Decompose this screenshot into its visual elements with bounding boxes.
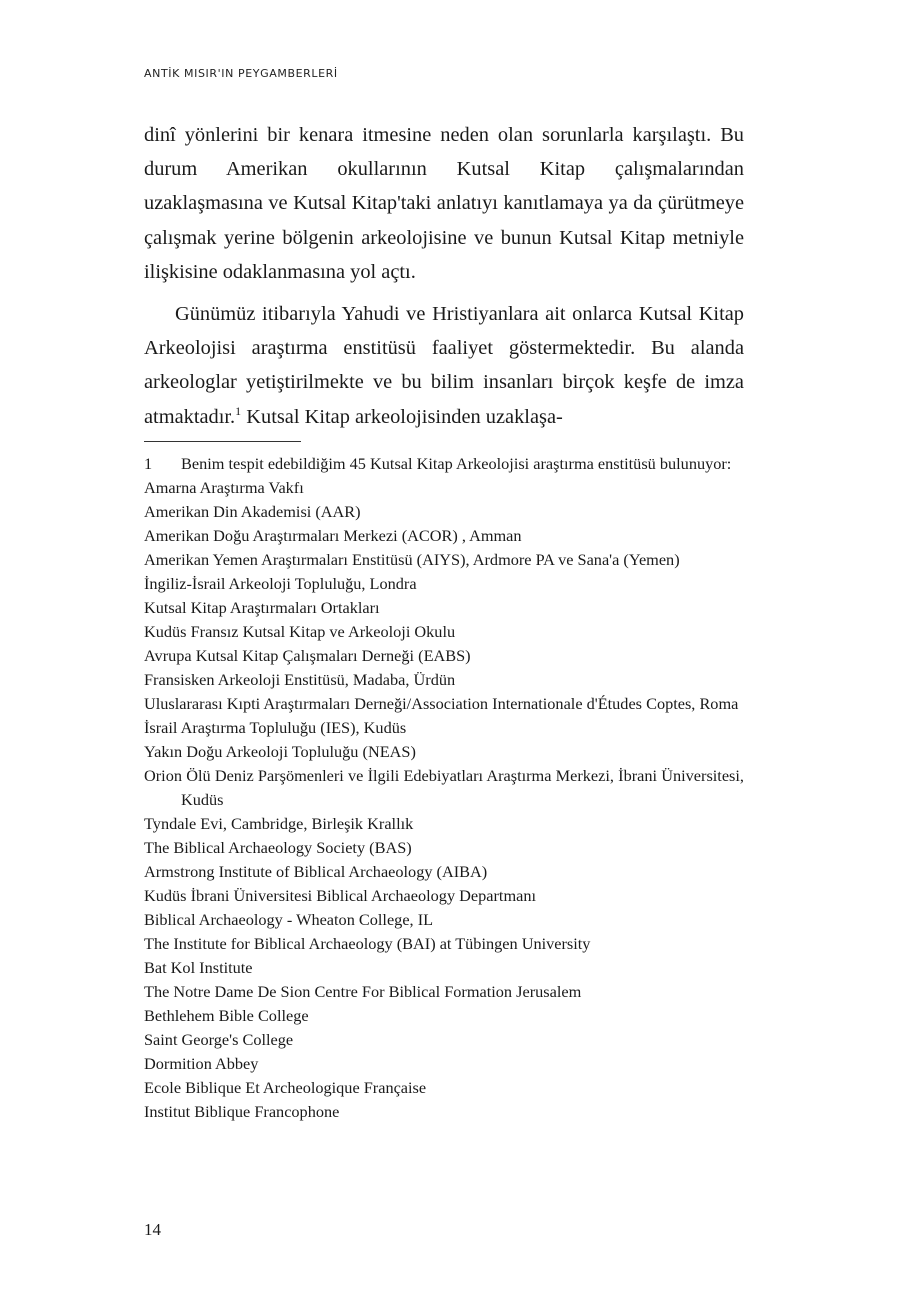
footnote-lead [144, 452, 744, 476]
list-item: The Notre Dame De Sion Centre For Biblical Formation Jerusalem [144, 982, 582, 1001]
paragraph: dinî yönlerini bir kenara itmesine neden olan sorunlarla karşılaştı. Bu durum Amerikan okullarının Kutsal Kitap çalışmalarından uzaklaşmasına ve Kutsal Kitap'taki anlatıyı kanıtlamaya ya da çürütmeye çalışmak yerine bölgenin arkeolojisine ve bunun Kutsal Kitap metniyle ilişkisine odaklanmasına yol açtı. [144, 124, 744, 283]
list-item: Amarna Araştırma Vakfı [144, 478, 304, 497]
paragraph-text: Günümüz itibarıyla Yahudi ve Hristiyanlara ait onlarca Kutsal Kitap Arkeolojisi araştırma enstitüsü faaliyet göstermektedir. Bu alanda arkeologlar yetiştirilmekte ve bu bilim insanları birçok keşfe de imza atmaktadır. [144, 303, 744, 428]
list-item: The Institute for Biblical Archaeology (BAI) at Tübingen University [144, 934, 591, 953]
list-item: Ecole Biblique Et Archeologique Française [144, 1078, 427, 1097]
list-item: Institut Biblique Francophone [144, 1102, 340, 1121]
list-item: Dormition Abbey [144, 1054, 259, 1073]
footnote-section [144, 452, 744, 1124]
list-item: Armstrong Institute of Biblical Archaeology (AIBA) [144, 862, 488, 881]
list-item: Orion Ölü Deniz Parşömenleri ve İlgili Edebiyatları Araştırma Merkezi, İbrani Üniversitesi, Kudüs [144, 766, 744, 809]
list-item: Kudüs Fransız Kutsal Kitap ve Arkeoloji Okulu [144, 622, 456, 641]
list-item: Uluslararası Kıpti Araştırmaları Derneği/Association Internationale d'Études Coptes, Roma [144, 694, 739, 713]
list-item: Bethlehem Bible College [144, 1006, 309, 1025]
footnote-number: 1 [144, 454, 153, 473]
main-text [144, 118, 744, 434]
list-item: Kutsal Kitap Araştırmaları Ortakları [144, 598, 380, 617]
footnote-reference: 1 [235, 403, 242, 418]
list-item: Saint George's College [144, 1030, 294, 1049]
list-item: Amerikan Yemen Araştırmaları Enstitüsü (AIYS), Ardmore PA ve Sana'a (Yemen) [144, 550, 680, 569]
list-item: Tyndale Evi, Cambridge, Birleşik Krallık [144, 814, 414, 833]
list-item: Yakın Doğu Arkeoloji Topluluğu (NEAS) [144, 742, 416, 761]
list-item: Biblical Archaeology - Wheaton College, IL [144, 910, 434, 929]
list-item: Kudüs İbrani Üniversitesi Biblical Archaeology Departmanı [144, 886, 537, 905]
list-item: Bat Kol Institute [144, 958, 253, 977]
institution-list [144, 476, 744, 1124]
page-number: 14 [144, 1220, 161, 1239]
list-item: İsrail Araştırma Topluluğu (IES), Kudüs [144, 718, 407, 737]
list-item: Amerikan Din Akademisi (AAR) [144, 502, 361, 521]
paragraph [144, 297, 744, 434]
list-item: İngiliz-İsrail Arkeoloji Topluluğu, Londra [144, 574, 417, 593]
running-head: ANTİK MISIR'IN PEYGAMBERLERİ [144, 67, 338, 80]
footnote-lead-text: Benim tespit edebildiğim 45 Kutsal Kitap Arkeolojisi araştırma enstitüsü bulunuyor: [181, 454, 732, 473]
list-item: The Biblical Archaeology Society (BAS) [144, 838, 412, 857]
list-item: Avrupa Kutsal Kitap Çalışmaları Derneği (EABS) [144, 646, 471, 665]
list-item: Amerikan Doğu Araştırmaları Merkezi (ACOR) , Amman [144, 526, 522, 545]
list-item: Fransisken Arkeoloji Enstitüsü, Madaba, Ürdün [144, 670, 456, 689]
footnote-divider [144, 441, 301, 442]
paragraph-text: Kutsal Kitap arkeolojisinden uzaklaşa- [241, 405, 563, 428]
